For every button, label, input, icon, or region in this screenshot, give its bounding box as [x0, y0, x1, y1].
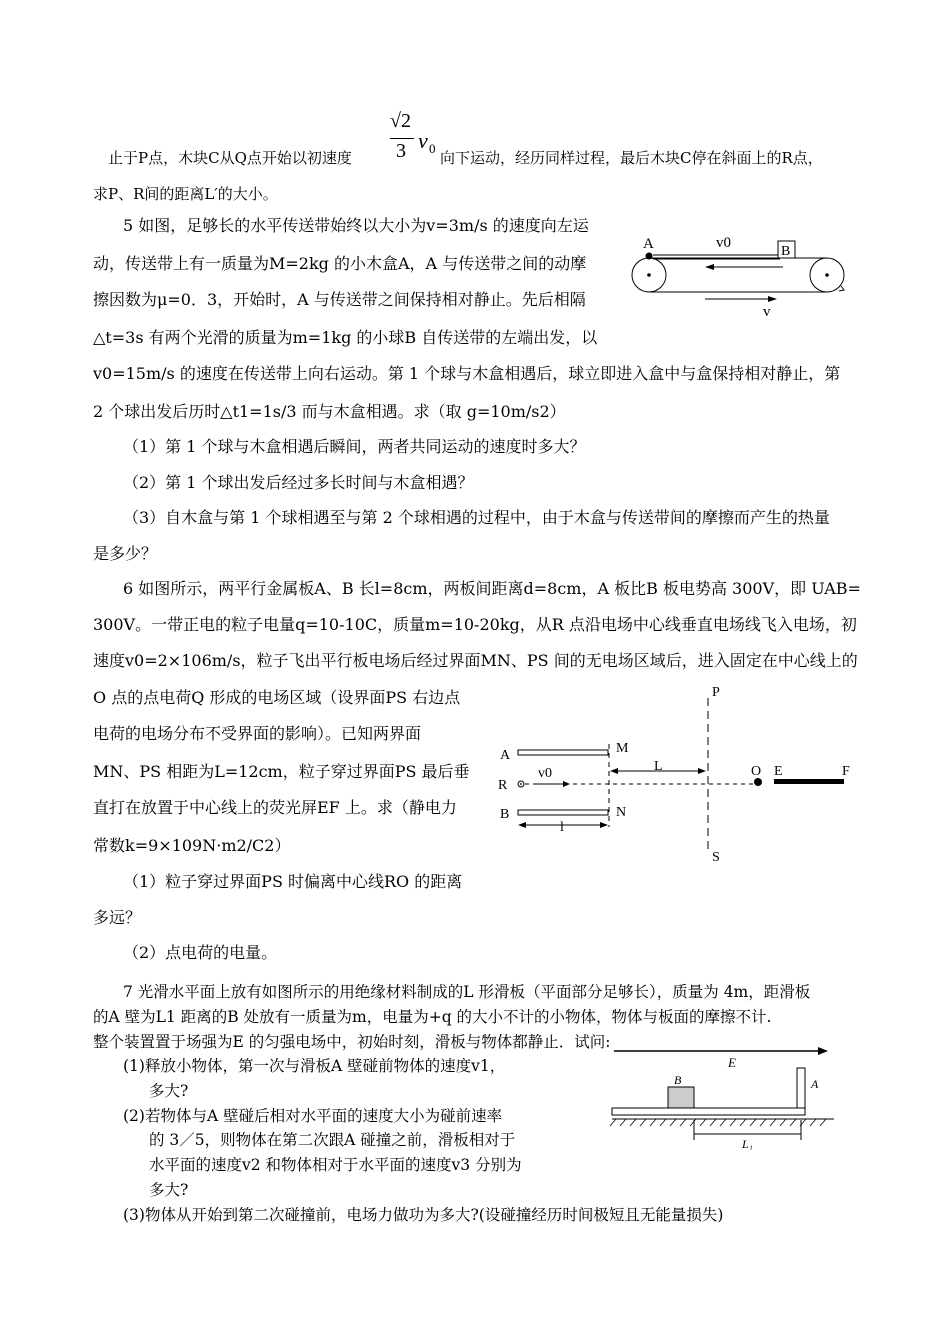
label-a: A	[643, 236, 654, 252]
label-plate-a: A	[500, 748, 511, 763]
p5-question2: （2）第 1 个球出发后经过多长时间与木盒相遇？	[123, 473, 474, 492]
label-big-l: L	[654, 759, 663, 774]
label-v0: v0	[716, 235, 731, 251]
p4-line2: 求P、R间的距离L′的大小。	[93, 185, 278, 203]
p6-line7: 直打在放置于中心线上的荧光屏EF 上。求（静电力	[93, 798, 457, 817]
label-plate-b: B	[500, 807, 510, 822]
p4-line1b: 向下运动，经历同样过程，最后木块C停在斜面上的R点，	[440, 149, 823, 167]
fraction-numerator: √2	[390, 110, 411, 132]
conveyor-belt-figure	[625, 228, 855, 323]
p5-line5: v0=15m/s 的速度在传送带上向右运动。第 1 个球与木盒相遇后，球立即进入盒中与盒保持相对静止，第	[93, 364, 841, 383]
l-slide-board-figure	[608, 1040, 838, 1150]
screen-ef	[774, 779, 844, 784]
p6-line1: 6 如图所示，两平行金属板A、B 长l=8cm，两板间距离d=8cm，A 板比B 板电势高 300V，即 UAB=	[123, 579, 861, 598]
label-o: O	[751, 764, 762, 779]
parallel-plates-figure	[490, 682, 865, 872]
p6-line5: 电荷的电场分布不受界面的影响）。已知两界面	[93, 724, 422, 743]
label-small-l: l	[560, 820, 564, 835]
label-r: R	[498, 778, 508, 793]
point-charge-o	[754, 778, 762, 786]
label-l1: L₁	[742, 1137, 753, 1150]
label-b: B	[674, 1073, 682, 1087]
object-b	[668, 1087, 694, 1108]
p6-line6: MN、PS 相距为L=12cm，粒子穿过界面PS 最后垂	[93, 762, 470, 781]
p7-question2c: 水平面的速度v2 和物体相对于水平面的速度v3 分别为	[149, 1156, 522, 1174]
p5-line2: 动，传送带上有一质量为M=2kg 的小木盒A，A 与传送带之间的动摩	[93, 254, 587, 273]
p6-question1b: 多远？	[93, 908, 142, 927]
p5-line3: 擦因数为μ=0．3，开始时，A 与传送带之间保持相对静止。先后相隔	[93, 290, 586, 309]
ball-a	[646, 253, 653, 260]
label-field-e: E	[728, 1055, 736, 1070]
p5-line4: △t=3s 有两个光滑的质量为m=1kg 的小球B 自传送带的左端出发，以	[93, 328, 598, 347]
label-s: S	[712, 850, 720, 865]
label-p: P	[712, 685, 720, 700]
p6-line4: O 点的点电荷Q 形成的电场区域（设界面PS 右边点	[93, 688, 461, 707]
p5-question3a: （3）自木盒与第 1 个球相遇至与第 2 个球相遇的过程中，由于木盒与传送带间的摩擦而产生的热量	[123, 508, 830, 527]
p7-question2a: (2)若物体与A 壁碰后相对水平面的速度大小为碰前速率	[123, 1107, 503, 1125]
label-a: A	[811, 1077, 819, 1091]
p6-question1a: （1）粒子穿过界面PS 时偏离中心线RO 的距离	[123, 872, 463, 891]
p6-line3: 速度v0=2×106m/s，粒子飞出平行板电场后经过界面MN、PS 间的无电场区域后，进入固定在中心线上的	[93, 651, 858, 670]
plate-b	[518, 810, 608, 815]
p7-line2: 的A 壁为L1 距离的B 处放有一质量为m，电量为+q 的大小不计的小物体，物体与板面的摩擦不计.	[93, 1008, 772, 1026]
p7-line3: 整个装置置于场强为E 的匀强电场中，初始时刻，滑板与物体都静止．试问:	[93, 1033, 611, 1051]
p7-question2d: 多大?	[149, 1181, 189, 1199]
p5-question1: （1）第 1 个球与木盒相遇后瞬间，两者共同运动的速度时多大？	[123, 437, 586, 456]
p5-line6: 2 个球出发后历时△t1=1s/3 而与木盒相遇。求（取 g=10m/s2）	[93, 402, 566, 421]
p7-question1a: (1)释放小物体，第一次与滑板A 壁碰前物体的速度v1，	[123, 1057, 506, 1075]
initial-speed-fraction	[388, 110, 448, 166]
label-b: B	[781, 244, 791, 259]
p5-line1: 5 如图，足够长的水平传送带始终以大小为v=3m/s 的速度向左运	[123, 216, 589, 235]
fraction-v: v	[418, 128, 428, 153]
p6-line8: 常数k=9×109N·m2/C2）	[93, 836, 291, 855]
label-m: M	[616, 741, 629, 756]
fraction-v-sub: 0	[429, 141, 436, 156]
p6-line2: 300V。一带正电的粒子电量q=10-10C，质量m=10-20kg，从R 点沿电场中心线垂直电场线飞入电场，初	[93, 615, 857, 634]
p7-line1: 7 光滑水平面上放有如图所示的用绝缘材料制成的L 形滑板（平面部分足够长），质量为 4m，距滑板	[123, 983, 811, 1001]
p6-question2: （2）点电荷的电量。	[123, 943, 278, 962]
label-v0: v0	[538, 766, 552, 781]
label-v: v	[763, 304, 771, 320]
p7-question2b: 的 3／5，则物体在第二次跟A 碰撞之前，滑板相对于	[149, 1131, 516, 1149]
label-n: N	[616, 805, 627, 820]
p5-question3b: 是多少？	[93, 544, 158, 563]
p7-question1b: 多大?	[149, 1082, 189, 1100]
board-a-wall	[797, 1068, 805, 1108]
label-f: F	[842, 764, 850, 779]
board-plate	[612, 1108, 805, 1115]
plate-a	[518, 750, 608, 755]
p4-line1a: 止于P点，木块C从Q点开始以初速度	[108, 149, 352, 167]
fraction-bar	[390, 138, 414, 139]
fraction-denominator: 3	[396, 140, 406, 162]
label-e: E	[774, 764, 783, 779]
p7-question3: (3)物体从开始到第二次碰撞前，电场力做功为多大?(设碰撞经历时间极短且无能量损失)	[123, 1206, 724, 1224]
